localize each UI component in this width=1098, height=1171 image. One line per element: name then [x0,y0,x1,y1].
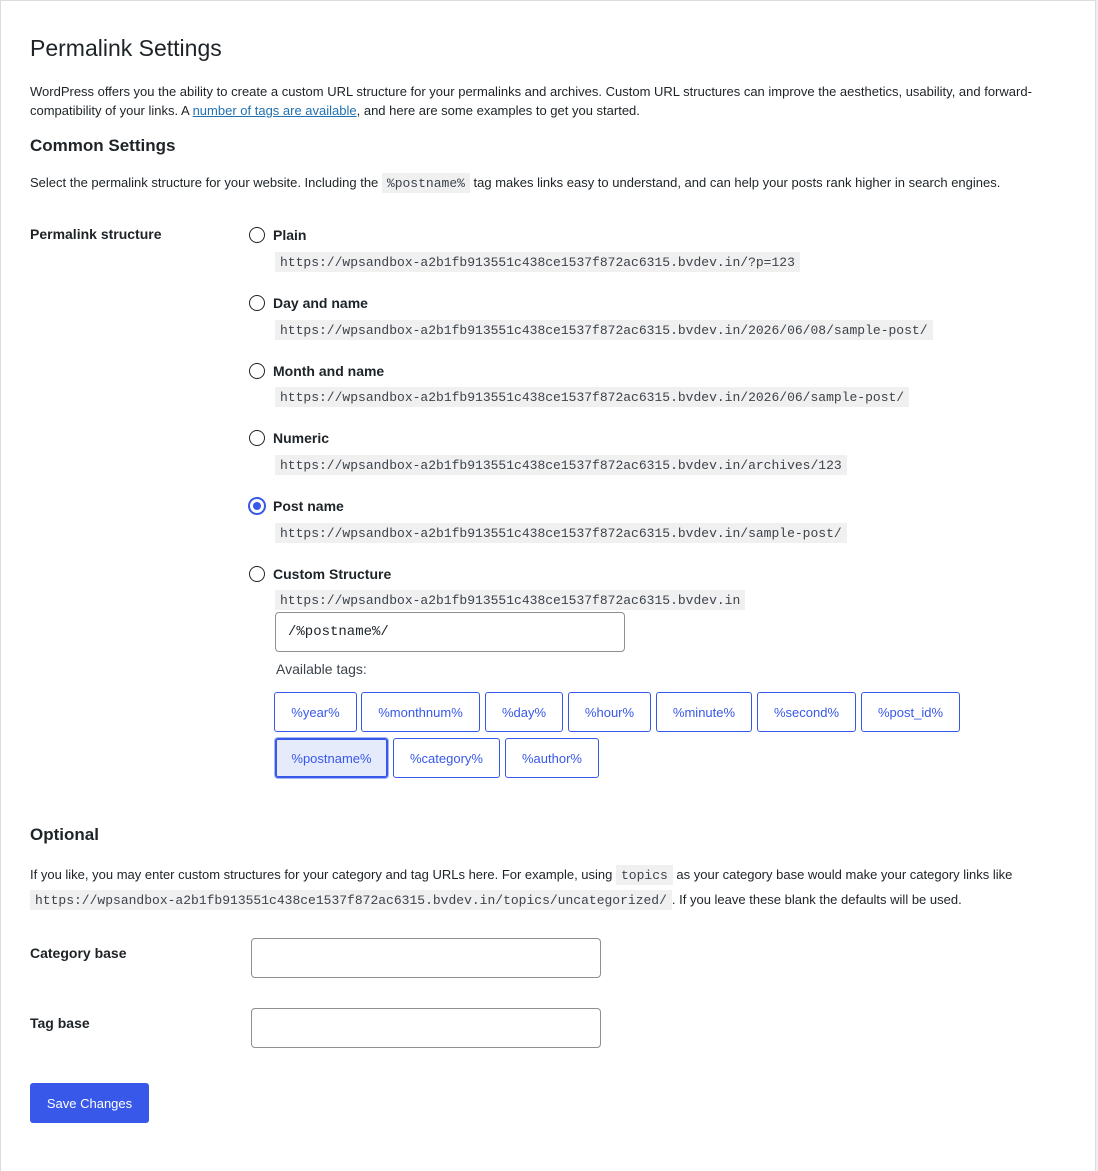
option-label: Month and name [273,363,385,379]
save-changes-button[interactable]: Save Changes [30,1083,149,1123]
radio-month-and-name[interactable] [249,363,265,379]
option-numeric[interactable] [249,428,842,473]
option-label: Numeric [273,430,330,446]
desc-text-part: . If you leave these blank the defaults will be used. [671,892,962,907]
option-custom-structure[interactable] [249,564,741,608]
topics-code: topics [616,865,673,885]
option-month-and-name[interactable] [249,361,905,405]
available-tags-label: Available tags: [276,661,367,677]
intro-text-part: , and here are some examples to get you started. [356,103,640,118]
desc-text-part: If you like, you may enter custom structures for your category and tag URLs here. For example, using [30,867,616,882]
page-title: Permalink Settings [30,35,222,61]
radio-plain[interactable] [249,227,265,243]
tag-day-button[interactable]: %day% [485,692,563,732]
permalink-structure-label: Permalink structure [30,226,162,242]
desc-text-part: as your category base would make your category links like [672,867,1013,882]
category-base-input[interactable] [251,938,601,978]
tag-post-id-button[interactable]: %post_id% [861,692,960,732]
custom-structure-input[interactable]: /%postname%/ [275,612,625,652]
tag-minute-button[interactable]: %minute% [656,692,752,732]
option-label: Plain [273,227,307,243]
tag-year-button[interactable]: %year% [274,692,357,732]
tag-postname-button[interactable]: %postname% [275,738,388,778]
common-settings-desc [30,173,1070,193]
option-label: Post name [273,498,344,514]
tag-category-button[interactable]: %category% [393,738,500,778]
option-day-and-name[interactable] [249,293,928,338]
option-label: Day and name [273,295,368,311]
custom-base-url: https://wpsandbox-a2b1fb913551c438ce1537f872ac6315.bvdev.in [275,590,745,610]
example-url: https://wpsandbox-a2b1fb913551c438ce1537f872ac6315.bvdev.in/2026/06/sample-post/ [275,387,909,407]
radio-custom-structure[interactable] [249,566,265,582]
option-label: Custom Structure [273,566,392,582]
category-base-label: Category base [30,945,127,961]
tag-author-button[interactable]: %author% [505,738,599,778]
postname-code: %postname% [382,173,470,193]
radio-post-name[interactable] [249,498,265,514]
tags-available-link[interactable]: number of tags are available [192,103,357,118]
intro-text-part: WordPress offers you the ability to create a custom URL structure for your permalinks and archives. Custom URL structures can improve the aesthetics, usability, and forward-compatibility of your links. A [30,84,1032,118]
desc-text-part: Select the permalink structure for your website. Including the [30,175,382,190]
common-settings-heading: Common Settings [30,136,176,155]
desc-text-part: tag makes links easy to understand, and can help your posts rank higher in search engines. [469,175,1001,190]
optional-desc [30,863,1070,913]
tag-base-input[interactable] [251,1008,601,1048]
intro-text [30,82,1060,120]
example-url: https://wpsandbox-a2b1fb913551c438ce1537f872ac6315.bvdev.in/archives/123 [275,455,847,475]
radio-numeric[interactable] [249,430,265,446]
optional-heading: Optional [30,825,99,844]
radio-day-and-name[interactable] [249,295,265,311]
example-url: https://wpsandbox-a2b1fb913551c438ce1537f872ac6315.bvdev.in/sample-post/ [275,523,847,543]
option-plain[interactable] [249,225,795,270]
option-post-name[interactable] [249,496,842,541]
example-url: https://wpsandbox-a2b1fb913551c438ce1537f872ac6315.bvdev.in/?p=123 [275,252,800,272]
tag-base-label: Tag base [30,1015,90,1031]
tag-second-button[interactable]: %second% [757,692,856,732]
category-example-url: https://wpsandbox-a2b1fb913551c438ce1537f872ac6315.bvdev.in/topics/uncategorized/ [30,890,672,910]
tag-hour-button[interactable]: %hour% [568,692,651,732]
example-url: https://wpsandbox-a2b1fb913551c438ce1537f872ac6315.bvdev.in/2026/06/08/sample-post/ [275,320,933,340]
tag-monthnum-button[interactable]: %monthnum% [361,692,480,732]
